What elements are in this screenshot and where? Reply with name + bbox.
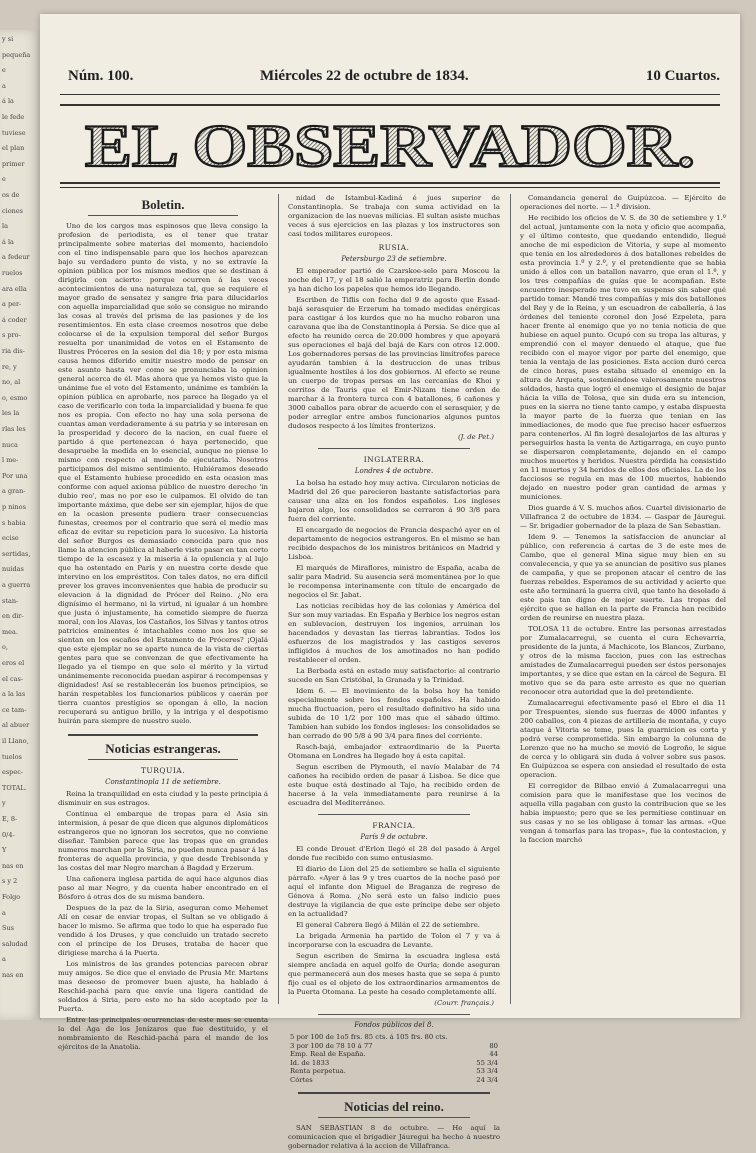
masthead-title xyxy=(50,112,730,180)
paragraph: He recibido los oficios de V. S. de 30 de setiembre y 1.º del actual, juntamente con la nota y oficio que acompaña, y el último contesto, que quedando entendido, llegué anoche de mi espedicion de Vitoria, y supe al momento que tenia en los alrededores á dos batallones rebeldes de esta provincia 1.º y 2.º, y el pretendiente que se habia unido á ellos con un batallon navarro, que eran el 1.º, y los tres compañías de guías que le acompañan. Este encuentro inesperado me tuvo en suspenso sin saber qué partido tomar. Mandé tres compañías y mis dos batallones del Rey y de la Reina, y un escuadron de caballería, á las órdenes del teniente coronel don José Ezpeleta, para hacer frente al enemigo que yo no tenia noticia de que hubiese en aquel punto. Ocupó con su tropa las alturas, y emprendió con el mayor denuedo el ataque, que fue recibido con el mayor vigor por parte del enemigo, que tenia la ventaja de las posiciones. Esta accion duró cerca de cinco horas, pues estaba situado el enemigo en la altura de Arqueta, sosteniéndose valerosamente nuestros soldados, hasta que logró el enemigo el designio de bajar hácia la villa de Tolosa, que sin duda era su intencion, pues en la sierra no tiene tanto campo, y estaba dispuesta la mayor parte de la fuerza que tenian en las inmediaciones, de modo que fue preciso hacer esfuerzos para contenerlos. Al fin logré desalojarlos de las alturas y perseguirlos hasta la venta de Aztigarraga, en cuyo punto se dispersaron completamente, dejando en el campo muchos muertos y heridos. Nuestra pérdida ha consistido en 11 muertos y 34 heridos de ellos dos oficiales. La de los facciosos se regula en mas de 100 muertos, habiendo dejado en nuestro poder gran cantidad de armas y municiones. xyxy=(520,214,726,501)
bonds-value: 53 3/4 xyxy=(476,1067,498,1075)
paragraph: La Berbada está en estado muy satisfactorio: al contrario sucede en San Cristóbal, la Granada y la Trinidad. xyxy=(288,667,500,684)
column-3-body xyxy=(520,194,726,845)
turkey-body xyxy=(58,790,268,1052)
adjacent-page-text: y xyxy=(2,799,6,808)
adjacent-page-text: pequeña xyxy=(2,50,31,59)
header-rule-thick xyxy=(60,104,720,106)
newspaper-page xyxy=(40,14,740,1150)
adjacent-page-text: le fede xyxy=(2,113,25,121)
column-separator xyxy=(278,194,279,1004)
adjacent-page-text: espec- xyxy=(2,768,24,777)
paragraph: Los ministros de las grandes potencias parecen obrar muy amigos. Se dice que el enviado de Prusia Mr. Martens mas deseoso de promover buen ajuste, ha hablado á Reschid-pachá para que envíe una ligera cantidad de soldados á Siria, pero esto no ha sido aceptado por la Puerta. xyxy=(58,960,268,1013)
bonds-value: 55 3/4 xyxy=(476,1058,498,1067)
section-divider xyxy=(88,759,238,760)
russia-body xyxy=(288,267,500,431)
adjacent-page-text: ruelos xyxy=(2,269,23,277)
adjacent-page-text: a gran- xyxy=(2,487,26,496)
adjacent-page-text: ecise xyxy=(2,534,19,543)
adjacent-page-text: ara ella xyxy=(2,284,27,293)
adjacent-page-text: nuidas xyxy=(2,565,24,574)
adjacent-page-text: s y 2 xyxy=(2,877,18,886)
adjacent-page-text: s habia xyxy=(2,518,26,527)
paragraph: La brigada Armenia ha partido de Tolon el 7 y va á incorporarse con la escuadra de Levante. xyxy=(288,932,500,949)
adjacent-page-text: Por una xyxy=(2,471,28,480)
adjacent-page-text: l me- xyxy=(2,456,19,465)
column-1 xyxy=(58,194,268,1054)
adjacent-page-text: p ninos xyxy=(2,503,26,511)
paragraph: Dios guarde á V. S. muchos años. Cuartel divisionario de Villafranca 2 de octubre de 1834. — Gaspar de Jáuregui. — Sr. brigadier gobernador de la plaza de San Sebastian. xyxy=(520,504,726,530)
adjacent-page-text: á la xyxy=(2,237,14,246)
adjacent-page-text: a la las xyxy=(2,690,26,699)
england-dateline: Londres 4 de octubre. xyxy=(354,467,434,475)
boletin-body xyxy=(58,222,268,726)
adjacent-page-text: ce tam- xyxy=(2,705,27,714)
bonds-label: Renta perpetua. xyxy=(290,1067,346,1075)
adjacent-page-text: o, esmo xyxy=(2,393,28,402)
bonds-label: Id. de 1833 xyxy=(290,1058,330,1067)
bonds-row xyxy=(288,1050,500,1059)
section-divider xyxy=(318,1014,470,1015)
bonds-value: 24 3/4 xyxy=(476,1075,498,1084)
adjacent-page-text: a per- xyxy=(2,300,22,309)
paragraph: El marqués de Miraflores, ministro de España, acaba de salir para Madrid. Su ausencia será momentánea por lo que le recompensa interinamente con título de encargado de negocios el Sr. Jabat. xyxy=(288,564,500,599)
adjacent-page-text: no, al xyxy=(2,378,21,387)
masthead xyxy=(40,112,740,184)
turkey-heading: TURQUIA. xyxy=(140,766,186,775)
adjacent-page-text: la xyxy=(2,222,8,231)
column-separator xyxy=(510,194,511,1004)
adjacent-page-text: a fedeur xyxy=(2,253,30,262)
column-3 xyxy=(520,194,726,847)
section-divider xyxy=(318,1117,470,1118)
section-divider xyxy=(318,448,470,449)
adjacent-page-text: ciones xyxy=(2,206,24,215)
england-heading: INGLATERRA. xyxy=(363,455,425,464)
paragraph: El emperador partió de Czarskoe-selo para Moscou la noche del 17, y el 18 salió la emperatriz para Berlin donde ya han dicho los papeles que hemos ido llegando. xyxy=(288,267,500,293)
adjacent-page-text: rlas les xyxy=(2,425,26,433)
france-heading: FRANCIA. xyxy=(372,821,416,830)
bonds-heading: Fondos públicos del 8. xyxy=(354,1021,434,1029)
adjacent-page-text: a xyxy=(2,955,6,964)
bonds-label: 3 por 100 de 78 10 á 77 xyxy=(290,1041,373,1050)
adjacent-page-text: á coder xyxy=(2,315,27,324)
paragraph: Escriben de Tiflis con fecha del 9 de agosto que Essad-bajá serasquier de Erzerum ha tomado medidas enérgicas para castigar á los kurdos que no ha mucho robaron una caravana que iba de Constantinopla á Persia. Se dice que al efecto ha reunido cerca de 20.000 hombres y que apoyará sus operaciones el bajá del bajá de Kars con otros 12.000. Los gobernadores persas de las provincias limítrofes parece ayudarán tambien á la destruccion de unas tribus igualmente hostiles á los dos gobiernos. Al efecto se reune un cuerpo de tropas persas en las cercanías de Khoi y cerritos de Tauris que el Emir-Nizam tiene orden de marchar á la frontera turca con 4 batallones, 6 cañones y 3000 caballos para obrar de acuerdo con el serasquier, y de poder arreglar entre ambos funcionarios algunos puntos dudosos respecto á los límites fronterizos. xyxy=(288,296,500,430)
paragraph: TOLOSA 11 de octubre. Entre las personas arrestadas por Zumalacarregui, se cuenta el cura Echevarria, presidente de la junta, á Machicote, los Blancos, Zurbano, y otros de la misma faccion, pues con las estrechas amistades de Zumalacarregui pueden ser éstos personajes importantes, y se dice que estan en la cárcel de Segura. El motivo que se da para este arresto es que no querian reconocer otra autoridad que la del pretendiente. xyxy=(520,625,726,696)
adjacent-page-text: a xyxy=(2,81,6,90)
paragraph: Idem 9. — Tenemos la satisfaccion de anunciar al público, con referencia á cartas de 3 de este mes de Cambo, que el general Mina sigue muy bien en su convalecencia, y que ya se anuncian de positivo sus planes de campaña, y que se proponen atacar el centro de las fuerzas rebeldes. Esperamos de su actividad y acierto que este año terminará la guerra civil, que tanto ha desolado á este pais tan digno de mejor suerte. Las tropas del ejército que se hallan en la parte de Francia han recibido orden de reunirse en nuestra plaza. xyxy=(520,533,726,622)
adjacent-page-text: a xyxy=(2,908,6,917)
russia-dateline: Petersburgo 23 de setiembre. xyxy=(341,255,447,263)
france-body xyxy=(288,845,500,997)
russia-heading: RUSIA. xyxy=(378,243,410,252)
bonds-label: Córtes xyxy=(290,1075,313,1084)
bonds-row xyxy=(288,1059,500,1068)
paragraph: El general Cabrera llegó á Milán el 22 de setiembre. xyxy=(296,921,480,929)
adjacent-page-text: á la xyxy=(2,97,14,106)
paragraph: Segun escriben de Smirna la escuadra inglesa está siempre anclada en aquel golfo de Ourla; donde aseguran que permanecerá aun dos meses hasta que se sepa á punto fijo cual es el objeto de los extraordinarios armamentos de la Puerta Otomana. La peste ha cesado completamente allí. xyxy=(288,952,500,996)
paragraph: El diario de Lion del 25 de setiembre se halla el siguiente párrafo. «Ayer á las 9 y tres cuartos de la noche pasó por aquí el infante don Miguel de Braganza de regreso de Génova á Roma. ¿No será este un falso indicio pues destruye la vigilancia de que este príncipe debe ser objeto en la actualidad? xyxy=(288,865,500,918)
adjacent-page-text: o, xyxy=(2,643,8,652)
adjacent-page-text: el cas- xyxy=(2,674,24,683)
adjacent-page-text: TOTAL. xyxy=(2,783,27,792)
paragraph: Comandancia general de Guipúzcoa. — Ejército de operaciones del norte. — 1.ª division. xyxy=(520,194,726,211)
adjacent-page-text: re, y xyxy=(2,362,17,371)
paragraph: Continua el embarque de tropas para el Asia sin intermision, á pesar de que dicen que algunos diplomáticos estrangeros que no ignoran los secretos, que no conviene diseñar. Tambien parece que las tropas que en grandes numeros marchan por la Siria, no pueden nunca pasar á las fronteras de aquella provincia, y que desde Trebisonda y las costas del mar Negro marchan á Bagdad y Erzerum. xyxy=(58,810,268,872)
adjacent-page-text: stan- xyxy=(2,596,19,605)
adjacent-page-text: E, 8- xyxy=(2,815,18,823)
header-rule-top xyxy=(60,94,720,95)
adjacent-page-text: s pro- xyxy=(2,331,21,340)
paragraph: El encargado de negocios de Francia despachó ayer en el departamento de negocios estrangeros. En el mismo se han recibido despachos de los ministros británicos en Madrid y Lisboa. xyxy=(288,526,500,561)
adjacent-page-text: nas en xyxy=(2,861,24,870)
section-divider-thick xyxy=(298,1092,490,1094)
adjacent-page-text: Y xyxy=(2,846,7,855)
adjacent-page-text: en dir- xyxy=(2,612,24,621)
masthead-text: EL OBSERVADOR. xyxy=(85,113,695,179)
adjacent-page-edge xyxy=(0,30,41,1020)
foreign-news-heading: Noticias estrangeras. xyxy=(105,741,221,756)
france-dateline: París 9 de octubre. xyxy=(360,833,428,841)
paragraph: Zumalacarregui efectivamente pasó el Ebro el dia 11 por Trespuentes, siendo sus fuerzas de 4000 infantes y 200 caballos, con 4 piezas de artillería de montaña, y cuyo ataque á Vitoria se teme, pues la guarnicion es corta y podrá verse comprometida. Sin embargo la columna de Lorenzo que no ha mucho se movió de Logroño, le sigue de cerca y lo obligará sin duda á volver sobre sus pasos. En Guipúzcoa se espera con ansiedad el resultado de esta operacion. xyxy=(520,699,726,779)
adjacent-page-text: eros el xyxy=(2,659,25,667)
adjacent-page-text: tuelos xyxy=(2,752,22,761)
adjacent-page-text: os de xyxy=(2,191,20,199)
bonds-value: 80 xyxy=(489,1041,498,1050)
paragraph: Las noticias recibidas hoy de las colonias y América del Sur son muy variadas. En España y Berbice los negros estan en sublevacion, destruyen los ingenios, arruinan los hacendados y devastan las tierras labrantías. Todos los esfuerzos de los magistrados y las castigos severos infligidos á muchos de los amotinados no han podido restablecer el orden. xyxy=(288,602,500,664)
section-divider xyxy=(88,215,238,216)
bonds-label: 5 por 100 de 1o5 frs. 85 cts. á 105 frs. 80 cts. xyxy=(290,1033,448,1041)
adjacent-page-text: e xyxy=(2,175,6,184)
paragraph: Idem 6. — El movimiento de la bolsa hoy ha tenido especialmente sobre los fondos españoles. Ha habido mucha fluctuacion, pero el resultado definitivo ha sido una subida de 10 1/2 por 100 mas que el sábado último. Tambien han subido los fondos ingleses: los consolidados se han cerrado de 90 5/8 á 90 3/4 para fines del corriente. xyxy=(288,687,500,740)
bonds-row xyxy=(288,1042,500,1051)
adjacent-page-text: el plan xyxy=(2,144,25,153)
issue-header xyxy=(60,68,720,96)
russia-source: (J. de Pet.) xyxy=(457,433,494,441)
issue-date: Miércoles 22 de octubre de 1834. xyxy=(260,68,469,84)
adjacent-page-text: ria dis- xyxy=(2,347,25,355)
adjacent-page-text: y si xyxy=(2,35,14,43)
adjacent-page-text: 0/4- xyxy=(2,830,15,839)
turkey-dateline: Constantinopla 11 de setiembre. xyxy=(105,778,221,786)
column-2 xyxy=(288,194,500,1153)
adjacent-page-text: e xyxy=(2,66,6,75)
adjacent-page-text: al abuer xyxy=(2,721,30,730)
section-divider-thick xyxy=(68,734,258,736)
adjacent-page-text: nas en xyxy=(2,971,24,979)
paragraph: Despues de la paz de la Siria, aseguran como Mehemet Alí en cesar de enviar tropas, el Sultan se ve obligado á hacer lo mismo. Se afirma que todo lo que ha esperado fue vendido á los Druses, y que concluido un tratado secreto con el principe de los Druses, trataba de hacer que dirigiese marcha á la Puerta. xyxy=(58,904,268,957)
bonds-row xyxy=(288,1033,500,1042)
adjacent-page-text: tuviese xyxy=(2,128,26,137)
bonds-table xyxy=(288,1033,500,1084)
france-source: (Courr. français.) xyxy=(434,999,494,1007)
bonds-row xyxy=(288,1076,500,1085)
adjacent-page-text: mea. xyxy=(2,627,18,636)
paragraph: La bolsa ha estado hoy muy activa. Circularon noticias de Madrid del 26 que parecieron bastante satisfactorias para causar una alza en los fondos españoles. Los ingleses bajaron algo, los consolidados se cerraron á 90 3/8 para fuera del corriente. xyxy=(288,479,500,523)
paragraph: Rasch-bajá, embajador extraordinario de la Puerta Otomana en Londres ha llegado hoy á esta capital. xyxy=(288,743,500,760)
domestic-news-heading: Noticias del reino. xyxy=(344,1099,444,1114)
masthead-rule-thin xyxy=(60,187,720,188)
adjacent-page-text: primer xyxy=(2,159,25,168)
adjacent-page-text: Sus xyxy=(2,924,14,933)
paragraph: El conde Drouet d'Erlon llegó el 28 del pasado á Argel donde fue recibido con sumo entusiasmo. xyxy=(288,845,500,862)
bonds-value: 44 xyxy=(489,1050,498,1058)
paragraph: Una cañonera inglesa partida de aquí hace algunos dias paso al mar Negro, y da cuenta haber encontrado en el Bósforo á otras dos de su misma bandera. xyxy=(58,875,268,901)
bonds-row xyxy=(288,1067,500,1076)
masthead-rule-bottom xyxy=(60,182,720,184)
adjacent-page-text: les la xyxy=(2,409,20,418)
paragraph: Segun escriben de Plymouth, el navío Malabar de 74 cañones ha recibido orden de pasar á Lisboa. Se dice que este buque está destinado al Tajo, ha recibido orden de hacerse á la vela inmediatamente para reunirse á la escuadra del Mediterráneo. xyxy=(288,763,500,807)
issue-price: 10 Cuartos. xyxy=(645,68,720,84)
paragraph: El corregidor de Bilbao envió á Zumalacarregui una comision para que le manifestase que los vecinos de aquella villa pagaban con gusto la contribucion que se les habia impuesto; pero que se les permitiese continuar en sus casas y no se les obligase á tomar las armas. «Que vengan á tomarlas para las tropas», fue la contestacion, y la faccion marchó xyxy=(520,782,726,844)
paragraph: Entre las principales ocurrencias de este mes se cuenta la del Aga de los Jenízaros que fue destituido, y el nombramiento de Reschid-pachá para el mando de los ejércitos de la Anatolia. xyxy=(58,1016,268,1051)
bonds-label: Emp. Real de España. xyxy=(290,1050,366,1058)
england-body xyxy=(288,479,500,808)
continuation-paragraph: nidad de Istambul-Kadiná é jues superior de Constantinopla. Se trabaja con suma actividad en la organizacion de las nuevas milicias. El sultan asiste muchas veces á sus ejercicios en las plazas y los instructores son casi todos militares europeos. xyxy=(288,194,500,238)
paragraph: Reina la tranquilidad en esta ciudad y la peste principia á disminuir en sus estragos. xyxy=(58,790,268,807)
adjacent-page-text: Folgo xyxy=(2,893,21,901)
adjacent-page-text: saludad xyxy=(2,939,28,948)
adjacent-page-text: a guerra xyxy=(2,581,31,589)
paragraph: Uno de los cargos mas espinosos que lleva consigo la profesion de periodista, es el tener que tratar principalmente sobre materias del momento, haciendolo con el tino indispensable para que los hechos aparezcan bajo su verdadero punto de vista, y no se extravíe la opinion pública por los mismos medios que se destinan á dirigirla con acierto: porque ocurren á las veces acontecimientos de una naturaleza tal, que se requiere el mayor grado de sensatez y sangre fria para dilucidarlos con aquella imparcialidad que solo se consigue no mirando las cosas al través del prisma de las pasiones y de los resentimientos. En esta clase creemos nosotros que debe colocarse el de la expulsion temporal del señor Burgos resuelta por unanimidad de votos en el Estamento de Ilustres Próceres en la sesion del dia 18; y por esta misma causa hemos diferido emitir nuestro modo de pensar en este asunto hasta ver como se pronunciaba la opinion general acerca de él. Mas ahora que ya hemos visto que la unánime fue el voto del Estamento, unánime es también la opinion pública en aprobarle, nos parece ha llegado ya el caso de verificarlo con toda la imparcialidad y buena fe que nos es propia. Con efecto no hay una sola persona de cuantas aman verdaderamente á su patria y se interesan en la prosperidad y decoro de la nacion, en cual fuere el partido á que pertenezcan ó haya pertenecido, que desapruebe la medida en lo esencial, aunque no piense lo mismo con respecto al modo de ejecutarla. Nosotros participamos del mismo sentimiento. Hubiéramos deseado que el Estamento hubiese procedido en esta ocasion mas conforme con aquel axioma público de nuestro derecho 'in dubio reo', mas no por eso le culpamos. El olvido de tan importante máxima, que debe ser sin ejemplar, hijos de que en la ocasion presente pudiera traer consecuencias funestas, creemos por el contrario que será el medio mas eficaz de evitar su repeticion para lo sucesivo. La historia del señor Burgos es demasiado conocida para que nos llame la atencion pública al haberle visto pasar en tan corto tiempo de la escasez y la miseria á la opulencia y al lujo que ha ostentado en París y en nuestra corte desde que intervino en los empréstitos. Con tales datos, no era difícil prever los graves inconvenientes que habia de producir su elevacion á la dignidad de Prócer del Reino. ¿No era dignísimo el hermano, ni la virtud, ni igualar á un hombre que justa ó injustamente, ha cometido siempre de fuerza moral, con los Alavas, los Castaños, los Silvas y tantos otros patricios eminentes é intachables como nos los que se sientan en los escaños del Estamento de Próceres? ¡Ojalá que este ejemplar no se aparte nunca de la vista de ciertas gentes para que se convenzan de que efectivamente ha llegado ya el tiempo en que solo el mérito y la virtud unánimemente reconocida puedan aspirar á recompensas y dignidades! Así se restablecerán los buenos principios, se harán respetables los funcionarios públicos y caerán por tierra cuantos prestigios se opongan á ello, la nacion recuperará su antiguo brillo, y la intriga y el despotismo huirán para siempre de nuestro suelo. xyxy=(58,222,268,725)
boletin-heading: Boletin. xyxy=(141,197,185,212)
issue-number: Núm. 100. xyxy=(68,68,134,84)
bonds-value xyxy=(471,1033,500,1042)
section-divider xyxy=(318,814,470,815)
adjacent-page-text: nuca xyxy=(2,440,18,449)
domestic-news-paragraph: SAN SEBASTIAN 8 de octubre. — He aquí la comunicacion que el brigadier Jáuregui ha hecho á nuestro gobernador relativa á la accion de Villafranca. xyxy=(288,1124,500,1150)
adjacent-page-text: sertidas, xyxy=(2,549,31,558)
adjacent-page-text: il Llano, xyxy=(2,737,29,745)
